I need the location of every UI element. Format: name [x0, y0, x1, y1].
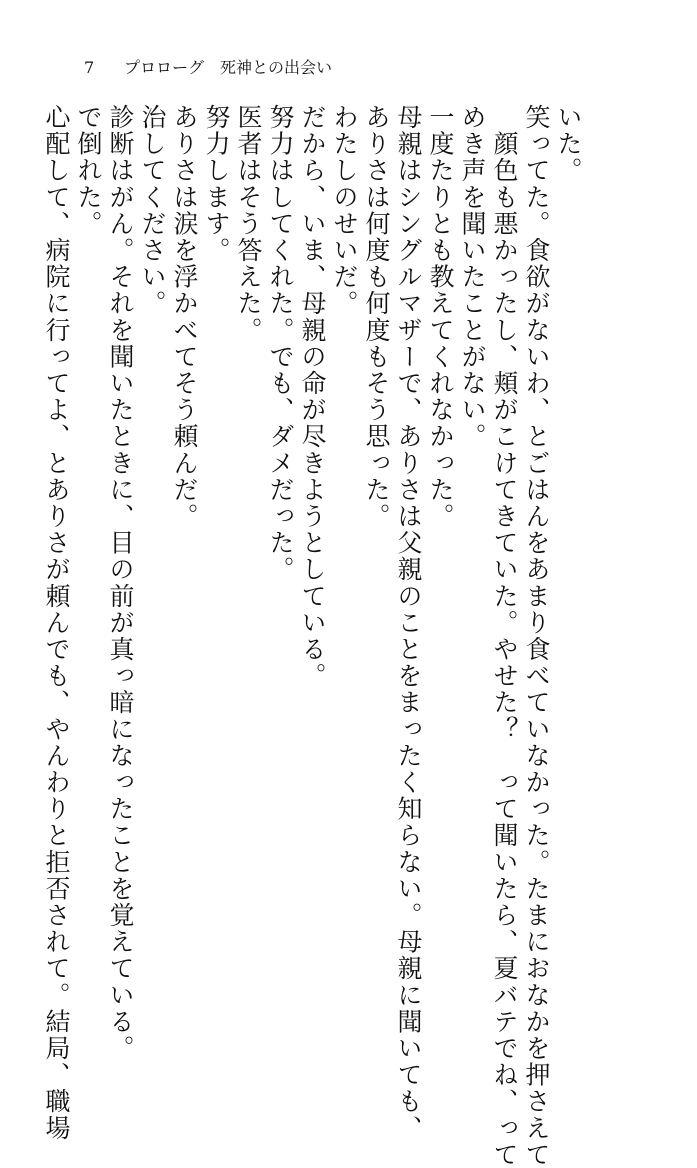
text-line-3: 顔色も悪かったし、頬がこけてきていた。やせた？ って聞いたら、夏バテでね、って: [490, 104, 519, 1168]
vertical-body-text: [42, 104, 584, 1168]
text-line-12: 努力します。: [202, 104, 231, 264]
text-line-17: 心配して、病院に行ってよ、とありさが頼んでも、やんわりと拒否されて。結局、職場: [42, 104, 71, 1142]
text-line-6: 母親はシングルマザーで、ありさは父親のことをまったく知らない。母親に聞いても、: [394, 104, 423, 1142]
text-line-11: 医者はそう答えた。: [234, 104, 263, 344]
text-line-5: 一度たりとも教えてくれなかった。: [426, 104, 455, 530]
text-line-2: 笑ってた。食欲がないわ、とごはんをあまり食べていなかった。たまにおなかを押さえて: [522, 104, 551, 1168]
text-line-16: で倒れた。: [74, 104, 103, 237]
chapter-title: プロローグ 死神との出会い: [124, 58, 333, 77]
text-line-10: 努力はしてくれた。でも、ダメだった。: [266, 104, 295, 583]
text-line-8: わたしのせいだ。: [330, 104, 359, 317]
text-line-15: 診断はがん。それを聞いたときに、目の前が真っ暗になったことを覚えている。: [106, 104, 135, 1062]
text-line-14: 治してください。: [138, 104, 167, 317]
text-line-1: いた。: [554, 104, 583, 184]
text-line-4: めき声を聞いたことがない。: [458, 104, 487, 450]
text-line-9: だから、いま、母親の命が尽きようとしている。: [298, 104, 327, 690]
text-line-13: ありさは涙を浮かべてそう頼んだ。: [170, 104, 199, 530]
page-number: 7: [84, 58, 95, 77]
running-header: [84, 58, 332, 78]
text-line-7: ありさは何度も何度もそう思った。: [362, 104, 391, 530]
